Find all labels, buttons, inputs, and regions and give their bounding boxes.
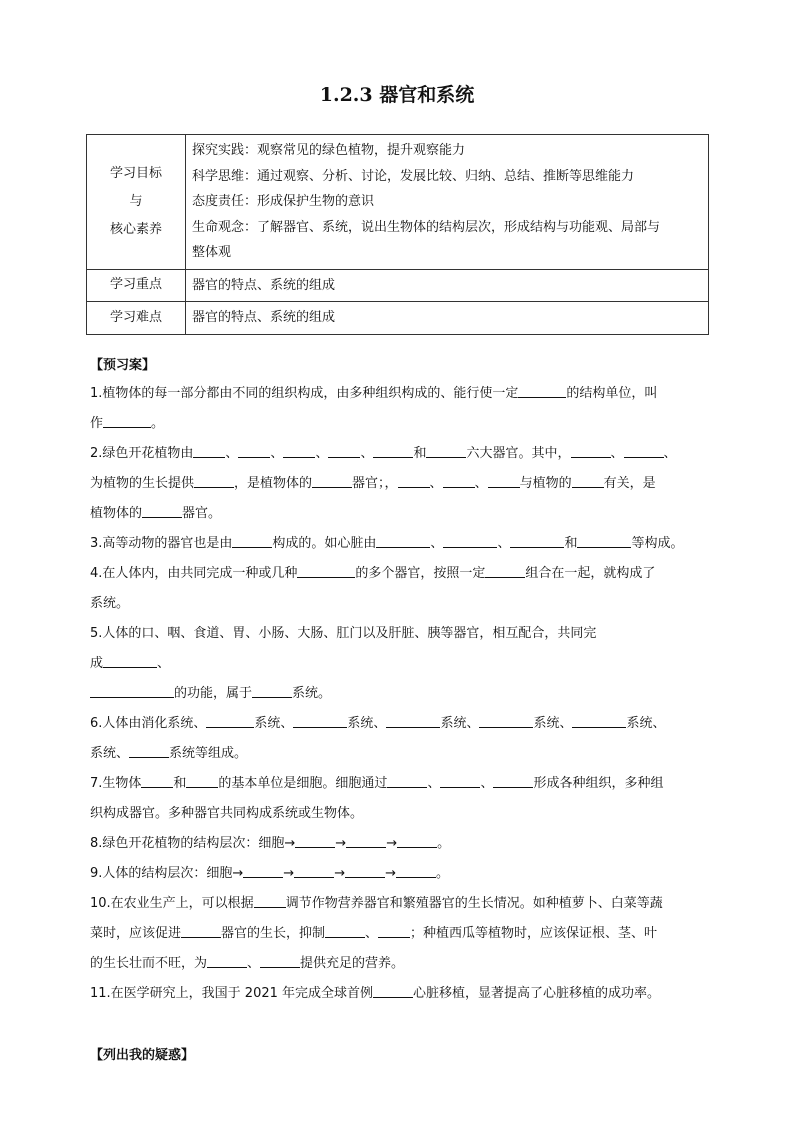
answer-blank[interactable] (345, 863, 385, 878)
answer-blank[interactable] (387, 773, 427, 788)
answer-blank[interactable] (194, 473, 234, 488)
answer-blank[interactable] (346, 833, 386, 848)
answer-blank[interactable] (181, 923, 221, 938)
answer-blank[interactable] (186, 773, 218, 788)
answer-blank[interactable] (397, 833, 437, 848)
label-line: 核心素养 (109, 221, 162, 237)
answer-blank[interactable] (426, 443, 466, 458)
answer-blank[interactable] (485, 563, 525, 578)
answer-blank[interactable] (479, 713, 533, 728)
preview-heading: 【预习案】 (90, 358, 156, 373)
objective-item: 整体观 (192, 245, 232, 260)
answer-blank[interactable] (90, 683, 174, 698)
answer-blank[interactable] (243, 863, 283, 878)
answer-blank[interactable] (624, 443, 664, 458)
answer-blank[interactable] (373, 983, 413, 998)
answer-blank[interactable] (103, 653, 157, 668)
question-line: 11.在医学研究上，我国于 2021 年完成全球首例 心脏移植，显著提高了心脏移植的成功率。 (90, 979, 716, 1009)
answer-blank[interactable] (440, 773, 480, 788)
doubts-heading: 【列出我的疑惑】 (90, 1048, 195, 1063)
label-line: 学习目标 (109, 165, 162, 181)
answer-blank[interactable] (510, 533, 564, 548)
answer-blank[interactable] (571, 443, 611, 458)
answer-blank[interactable] (260, 953, 300, 968)
question-line: 1.植物体的每一部分都由不同的组织构成，由多种组织构成的、能行使一定 的结构单位，叫 (90, 379, 716, 409)
question-line: 9.人体的结构层次：细胞→ → → → 。 (90, 859, 716, 889)
answer-blank[interactable] (254, 893, 286, 908)
difficulties-label: 学习难点 (87, 302, 186, 335)
answer-blank[interactable] (206, 713, 254, 728)
answer-blank[interactable] (572, 713, 626, 728)
answer-blank[interactable] (193, 443, 225, 458)
answer-blank[interactable] (238, 443, 270, 458)
question-line: 4.在人体内，由共同完成一种或几种 的多个器官，按照一定 组合在一起，就构成了 (90, 559, 716, 589)
answer-blank[interactable] (297, 563, 355, 578)
answer-blank[interactable] (493, 773, 533, 788)
answer-blank[interactable] (142, 503, 182, 518)
question-line: 10.在农业生产上，可以根据 调节作物营养器官和繁殖器官的生长情况。如种植萝卜、白菜等蔬 (90, 889, 716, 919)
objective-item: 态度责任：形成保护生物的意识 (192, 194, 375, 209)
answer-blank[interactable] (328, 443, 360, 458)
question-line: 系统、 系统等组成。 (90, 739, 716, 769)
answer-blank[interactable] (141, 773, 173, 788)
difficulties-value: 器官的特点、系统的组成 (186, 302, 709, 335)
objective-item: 生命观念：了解器官、系统，说出生物体的结构层次，形成结构与功能观、局部与 (192, 219, 661, 235)
question-line: 6.人体由消化系统、 系统、 系统、 系统、 系统、 系统、 (90, 709, 716, 739)
answer-blank[interactable] (129, 743, 169, 758)
question-line: 植物体的 器官。 (90, 499, 716, 529)
answer-blank[interactable] (443, 473, 475, 488)
objectives-content (186, 135, 709, 270)
question-line: 织构成器官。多种器官共同构成系统或生物体。 (90, 806, 364, 821)
answer-blank[interactable] (232, 533, 272, 548)
answer-blank[interactable] (373, 443, 413, 458)
question-line: 5.人体的口、咽、食道、胃、小肠、大肠、肛门以及肝脏、胰等器官，相互配合，共同完 (90, 626, 597, 641)
answer-blank[interactable] (398, 473, 430, 488)
question-line: 的生长壮而不旺，为 、 提供充足的营养。 (90, 949, 716, 979)
key-points-label: 学习重点 (87, 269, 186, 302)
answer-blank[interactable] (252, 683, 292, 698)
question-list (90, 379, 716, 1009)
answer-blank[interactable] (207, 953, 247, 968)
question-line: 8.绿色开花植物的结构层次：细胞→ → → 。 (90, 829, 716, 859)
answer-blank[interactable] (325, 923, 365, 938)
question-line: 7.生物体 和 的基本单位是细胞。细胞通过 、 、 形成各种组织，多种组 (90, 769, 716, 799)
question-line: 成 、 (90, 649, 716, 679)
answer-blank[interactable] (312, 473, 352, 488)
answer-blank[interactable] (518, 383, 566, 398)
answer-blank[interactable] (295, 833, 335, 848)
objective-item: 探究实践：观察常见的绿色植物，提升观察能力 (192, 143, 466, 158)
answer-blank[interactable] (386, 713, 440, 728)
question-line: 的功能，属于 系统。 (90, 679, 716, 709)
answer-blank[interactable] (572, 473, 604, 488)
page-title: 1.2.3 器官和系统 (319, 84, 475, 106)
answer-blank[interactable] (378, 923, 410, 938)
answer-blank[interactable] (396, 863, 436, 878)
question-line: 菜时，应该促进 器官的生长，抑制 、 ；种植西瓜等植物时，应该保证根、茎、叶 (90, 919, 716, 949)
question-line: 为植物的生长提供 ，是植物体的 器官；， 、 、 与植物的 有关，是 (90, 469, 716, 499)
label-line: 与 (129, 193, 143, 209)
objectives-table (86, 134, 709, 335)
answer-blank[interactable] (488, 473, 520, 488)
question-line: 系统。 (90, 596, 130, 611)
answer-blank[interactable] (103, 413, 151, 428)
question-line: 2.绿色开花植物由 、 、 、 、 和 六大器官。其中， 、 、 (90, 439, 716, 469)
objectives-label (87, 135, 186, 270)
answer-blank[interactable] (293, 713, 347, 728)
objective-item: 科学思维：通过观察、分析、讨论，发展比较、归纳、总结、推断等思维能力 (192, 168, 635, 184)
answer-blank[interactable] (443, 533, 497, 548)
answer-blank[interactable] (283, 443, 315, 458)
answer-blank[interactable] (294, 863, 334, 878)
question-line: 3.高等动物的器官也是由 构成的。如心脏由 、 、 和 等构成。 (90, 529, 716, 559)
answer-blank[interactable] (577, 533, 631, 548)
question-line: 作 。 (90, 409, 716, 439)
answer-blank[interactable] (376, 533, 430, 548)
key-points-value: 器官的特点、系统的组成 (186, 269, 709, 302)
